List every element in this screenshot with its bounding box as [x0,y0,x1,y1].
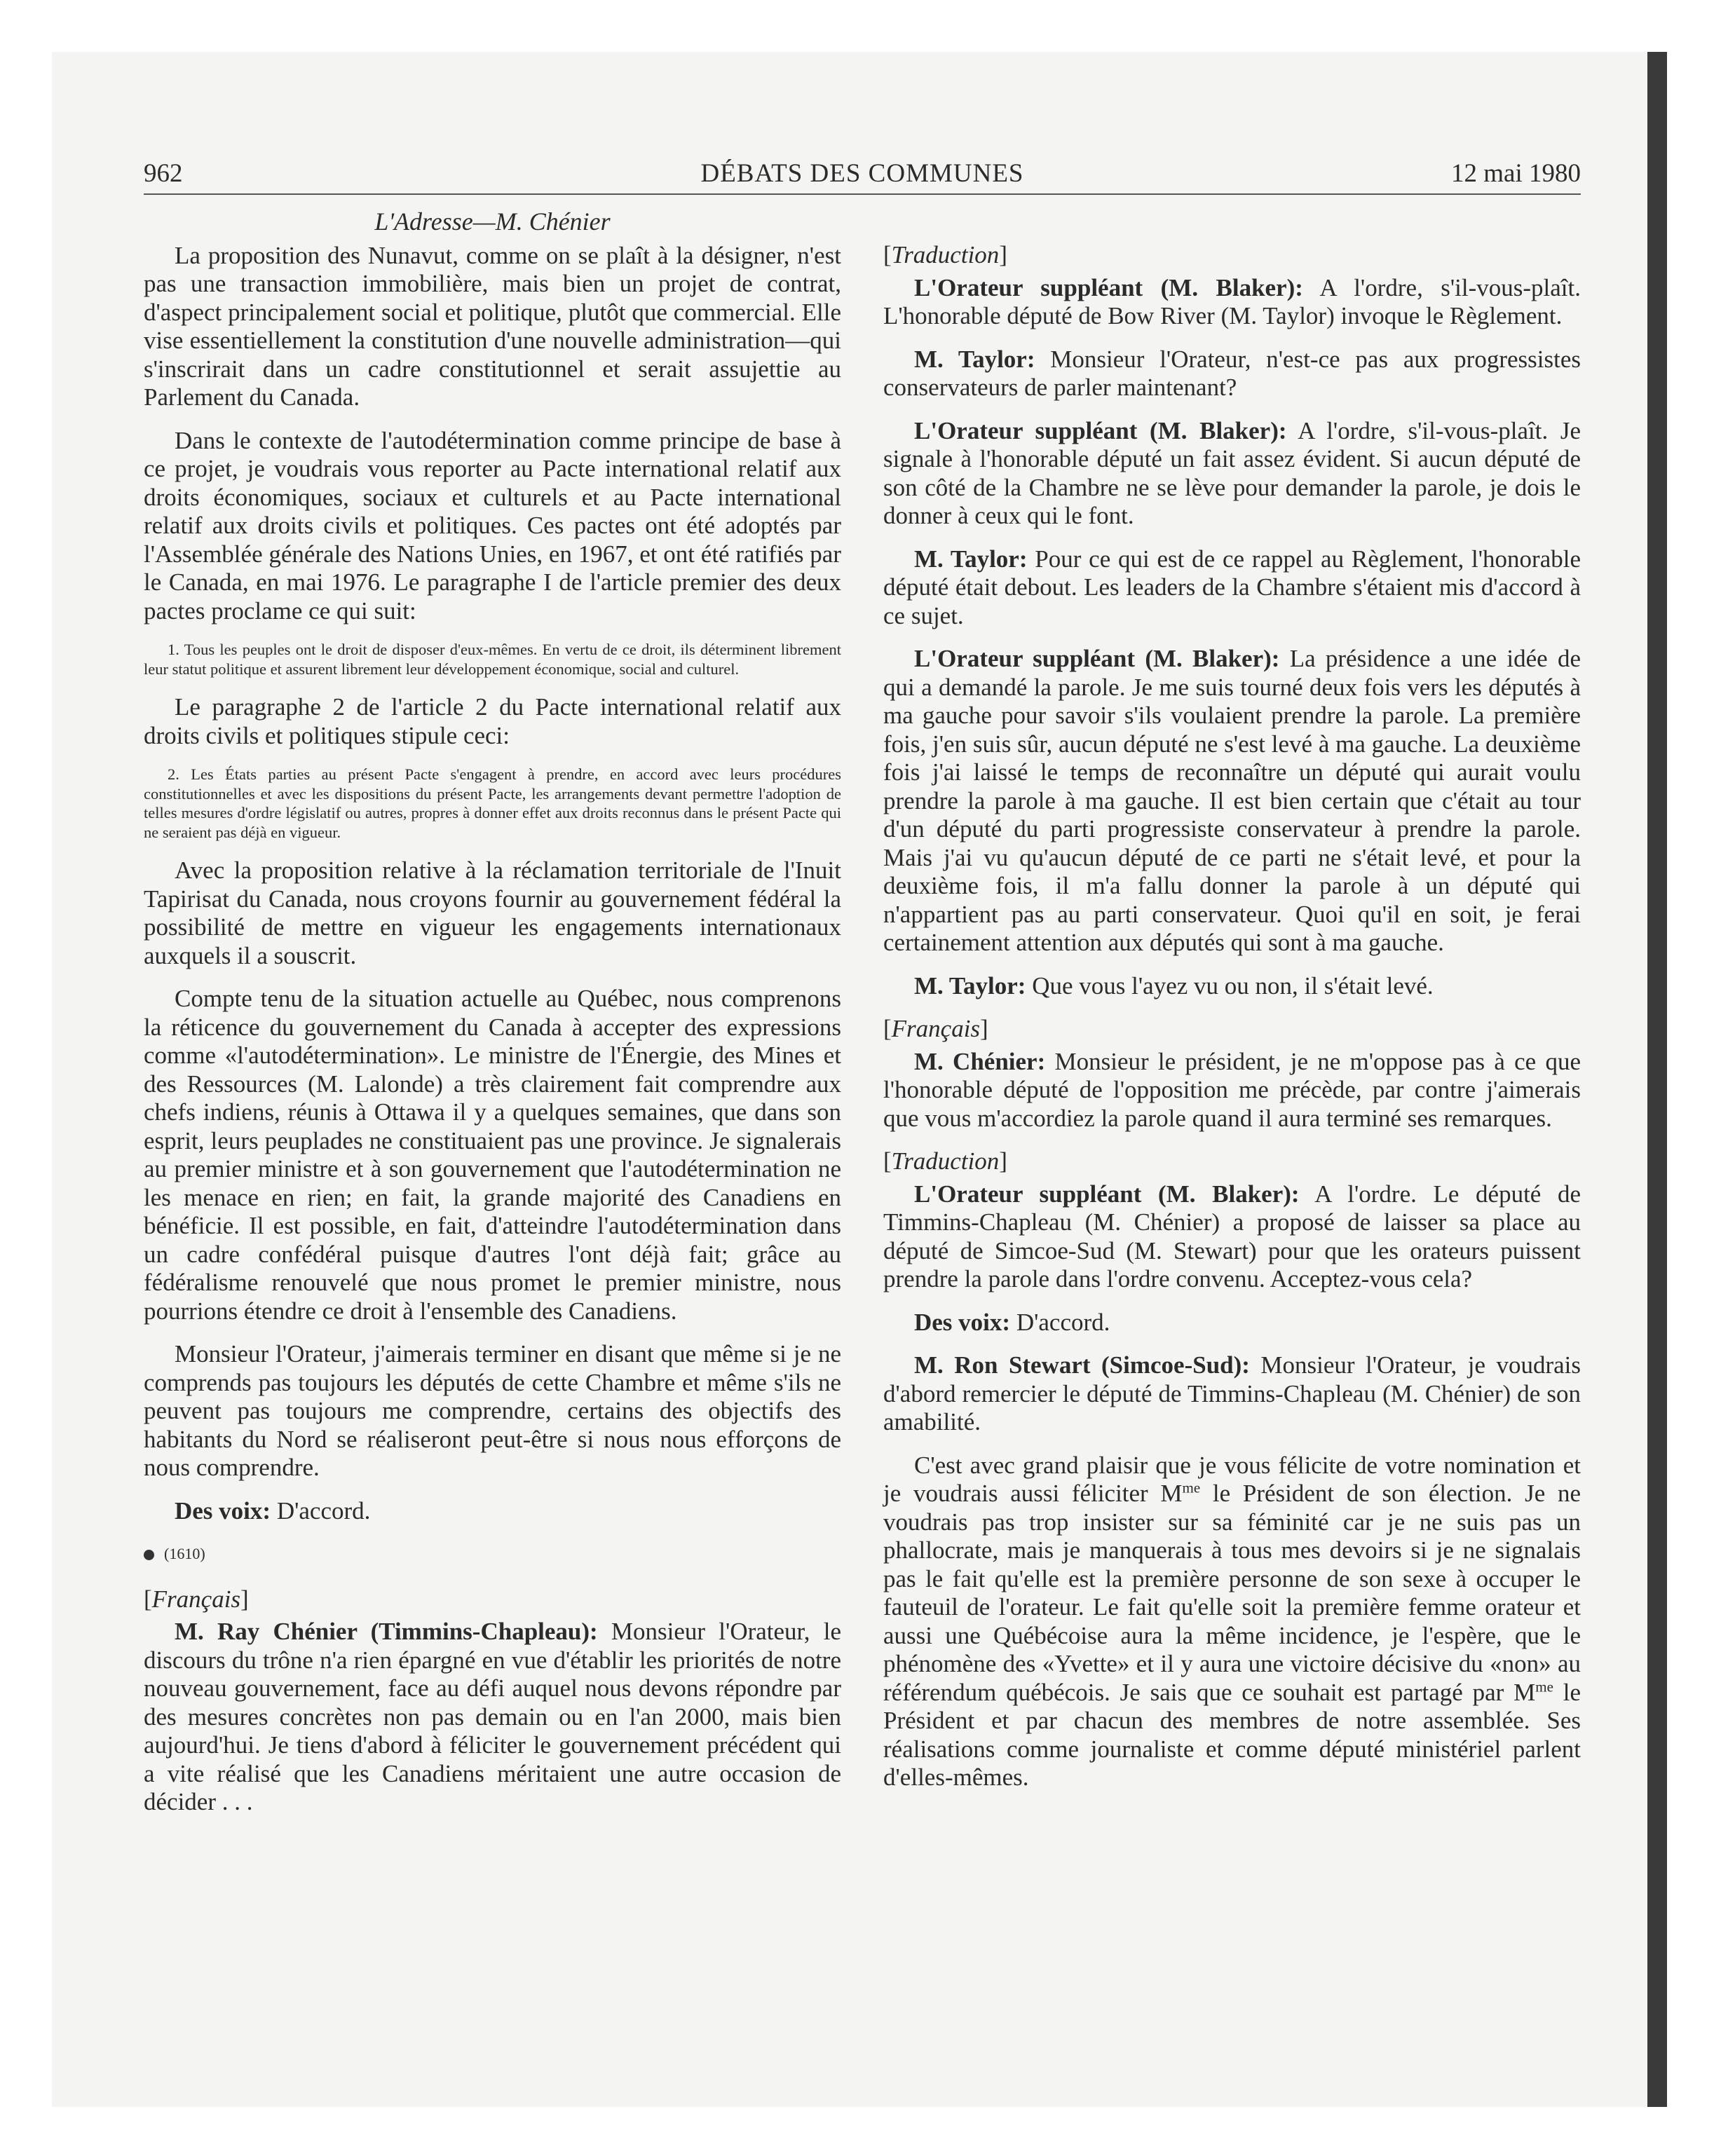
time-marker [144,1540,841,1569]
language-marker: [ Français ] [883,1015,1581,1044]
speech [883,1180,1581,1294]
speech [883,346,1581,402]
speech-text: Monsieur l'Orateur, le discours du trône n'a rien épargné en vue d'établir les priorités de notre nouveau gouvernement, face au défi auquel nous devons répondre par des mesures concrètes non pas demain ou en l'an 2000, mais bien aujourd'hui. Je tiens d'abord à féliciter le gouvernement précédent qui a vite réalisé que les Canadiens méritaient une autre occasion de décider . . . [144,1618,842,1815]
speech-text: Que vous l'ayez vu ou non, il s'était levé. [1032,971,1434,999]
speaker-name: L'Orateur suppléant (M. Blaker): [914,416,1287,444]
paragraph: Le paragraphe 2 de l'article 2 du Pacte international relatif aux droits civils et politiques stipule ceci: [144,693,841,749]
page-date: 12 mai 1980 [1451,159,1581,188]
language-marker: [ Traduction ] [883,241,1581,270]
bullet-icon [144,1550,154,1560]
speaker-name: L'Orateur suppléant (M. Blaker): [914,1180,1300,1208]
language-marker: [ Traduction ] [883,1147,1581,1176]
page-header [144,158,1581,195]
section-subhead: L'Adresse—M. Chénier [374,207,611,236]
speech-text: A l'ordre, s'il-vous-plaît. Je signale à l'honorable député un fait assez évident. Si aucun député de son côté de la Chambre ne se lève pour demander la parole, je dois le donner à ceux qui le font. [883,416,1581,529]
speech-text: A l'ordre. Le député de Timmins-Chapleau (M. Chénier) a proposé de laisser sa place au député de Simcoe-Sud (M. Stewart) pour que les orateurs puissent prendre la parole dans l'ordre convenu. Acceptez-vous cela? [883,1180,1581,1292]
speech-text: D'accord. [276,1496,371,1524]
speaker-name: M. Taylor: [914,971,1026,999]
paragraph-text: le Président et par chacun des membres de notre assemblée. Ses réalisations comme journaliste et comme député ministériel parlent d'elles-mêmes. [883,1678,1581,1791]
paragraph: Dans le contexte de l'autodétermination comme principe de base à ce projet, je voudrais vous reporter au Pacte international relatif aux droits économiques, sociaux et culturels et au Pacte international relatif aux droits civils et politiques. Ces pactes ont été adoptés par l'Assemblée générale des Nations Unies, en 1967, et ont été ratifiés par le Canada, en mai 1976. Le paragraphe I de l'article premier des deux pactes proclame ce qui suit: [144,426,841,625]
speech-text: A l'ordre, s'il-vous-plaît. L'honorable député de Bow River (M. Taylor) invoque le Règlement. [883,273,1581,329]
speech-text: Monsieur le président, je ne m'oppose pas à ce que l'honorable député de l'opposition me précède, par contre j'aimerais que vous m'accordiez la parole quand il aura terminé ses remarques. [883,1047,1581,1132]
binding-edge [1647,52,1667,2107]
speaker-name: M. Ray Chénier (Timmins-Chapleau): [175,1618,598,1645]
speaker-name: M. Taylor: [914,545,1028,573]
speech-text: D'accord. [1016,1308,1110,1336]
speaker-name: M. Taylor: [914,345,1035,373]
quoted-article: 2. Les États parties au présent Pacte s'engagent à prendre, en accord avec leurs procédures constitutionnelles et avec les dispositions du présent Pacte, les arrangements devant permettre l'adoption de telles mesures d'ordre législatif ou autres, propres à donner effet aux droits reconnus dans le présent Pacte qui ne seraient pas déjà en vigueur. [144,765,841,841]
speaker-name: M. Chénier: [914,1047,1046,1075]
page-number: 962 [144,159,183,188]
time-stamp: (1610) [164,1545,205,1562]
speech [883,1048,1581,1133]
paragraph-text: le Président de son élection. Je ne voudrais pas trop insister sur sa féminité car je ne suis pas un phallocrate, mais je manquerais à tous mes devoirs si je ne signalais pas le fait qu'elle est la première personne de son sexe à occuper le fauteuil de l'orateur. Le fait qu'elle soit la première femme orateur et aussi une Québécoise aura la même incidence, je l'espère, que le phénomène des «Yvette» et il y aura une victoire décisive du «non» au référendum québécois. Je sais que ce souhait est partagé par M [883,1480,1581,1706]
speech [883,417,1581,531]
publication-title: DÉBATS DES COMMUNES [700,159,1024,188]
left-column [144,207,841,1831]
superscript: me [1535,1677,1553,1695]
paragraph: Compte tenu de la situation actuelle au Québec, nous comprenons la réticence du gouvernement du Canada à accepter des expressions comme «l'autodétermination». Le ministre de l'Énergie, des Mines et des Ressources (M. Lalonde) a très clairement fait comprendre aux chefs indiens, réunis à Ottawa il y a quelques semaines, que dans son esprit, leurs peuplades ne constituaient pas une province. Je signalerais au premier ministre et à son gouvernement que l'autodétermination ne les menace en rien; en fait, la grande majorité des Canadiens en bénéficie. Il est possible, en fait, d'atteindre l'autodétermination dans un cadre confédéral puisque d'autres l'ont déjà fait; grâce au fédéralisme renouvelé que nous promet le premier ministre, nous pourrions étendre ce droit à l'ensemble des Canadiens. [144,985,841,1325]
paragraph: Avec la proposition relative à la réclamation territoriale de l'Inuit Tapirisat du Canada, nous croyons fournir au gouvernement fédéral la possibilité de mettre en vigueur les engagements internationaux auxquels il a souscrit. [144,857,841,969]
speech [144,1497,841,1526]
speaker-name: L'Orateur suppléant (M. Blaker): [914,273,1303,301]
speech [883,545,1581,631]
speaker-name: M. Ron Stewart (Simcoe-Sud): [914,1351,1250,1379]
speaker-name: L'Orateur suppléant (M. Blaker): [914,645,1280,672]
speech [883,274,1581,331]
speech [144,1618,841,1817]
language-marker: [ Français ] [144,1585,841,1614]
speech-text: Monsieur l'Orateur, je voudrais d'abord remercier le député de Timmins-Chapleau (M. Chénier) de son amabilité. [883,1351,1581,1435]
quoted-article: 1. Tous les peuples ont le droit de disposer d'eux-mêmes. En vertu de ce droit, ils déterminent librement leur statut politique et assurent librement leur développement économique, social and culturel. [144,641,841,678]
speech [883,645,1581,957]
superscript: me [1182,1479,1201,1496]
speech-text: Pour ce qui est de ce rappel au Règlement, l'honorable député était debout. Les leaders de la Chambre s'étaient mis d'accord à ce sujet. [883,545,1581,629]
speech [883,972,1581,1001]
right-column [883,241,1581,1807]
speaker-name: Des voix: [914,1308,1011,1336]
paragraph: La proposition des Nunavut, comme on se plaît à la désigner, n'est pas une transaction immobilière, mais bien un projet de contrat, d'aspect principalement social et politique, plutôt que commercial. Elle vise essentiellement la constitution d'une nouvelle administration—qui s'inscrirait dans un cadre constitutionnel et serait assujettie au Parlement du Canada. [144,241,841,411]
paragraph [883,1452,1581,1792]
speech-text: La présidence a une idée de qui a demandé la parole. Je me suis tourné deux fois vers les députés à ma gauche pour savoir s'ils voulaient prendre la parole. La première fois, j'en suis sûr, aucun député ne s'est levé à ma gauche. La deuxième fois j'ai laissé le temps de reconnaître un député qui aurait voulu prendre la parole à ma gauche. Il est bien certain que c'était au tour d'un député du parti progressiste conservateur à prendre la parole. Mais j'ai vu qu'aucun député de ce parti ne s'était levé, et pour la deuxième fois, il m'a fallu donner la parole à un député qui n'appartient pas au parti conservateur. Quoi qu'il en soit, je ferai certainement attention aux députés qui sont à ma gauche. [883,645,1581,956]
paragraph: Monsieur l'Orateur, j'aimerais terminer en disant que même si je ne comprends pas toujours les députés de cette Chambre et même s'ils ne peuvent pas toujours me comprendre, certains des objectifs des habitants du Nord se réaliseront peut-être si nous nous efforçons de nous comprendre. [144,1340,841,1481]
paragraph-text: C'est avec grand plaisir que je vous félicite de votre nomination et je voudrais aussi féliciter M [883,1451,1581,1507]
speech [883,1309,1581,1337]
speech-text: Monsieur l'Orateur, n'est-ce pas aux progressistes conservateurs de parler maintenant? [883,345,1581,401]
speaker-name: Des voix: [175,1496,271,1524]
speech [883,1351,1581,1437]
